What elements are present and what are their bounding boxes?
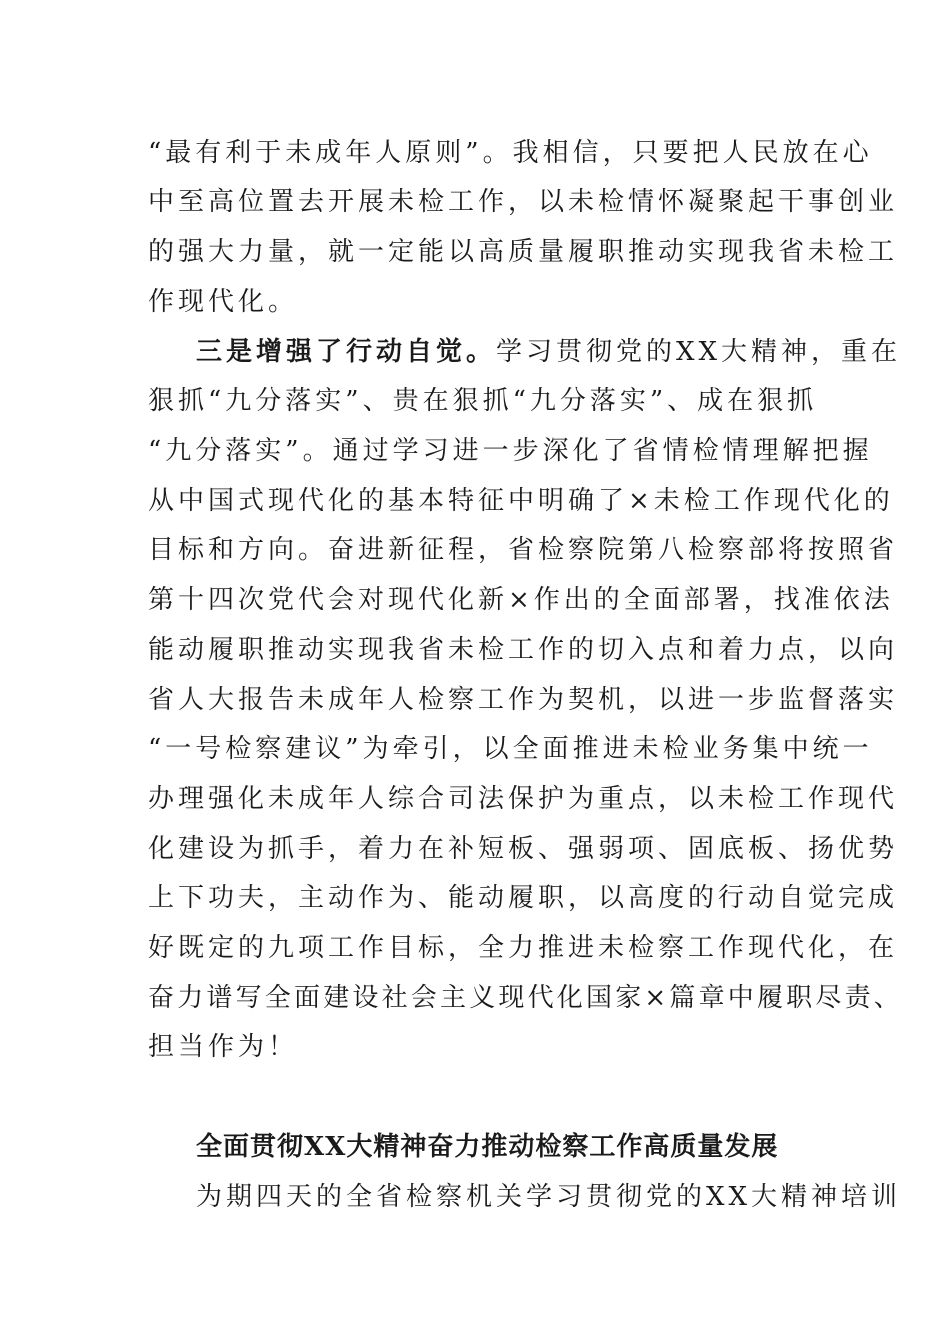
paragraph-line: 化建设为抓手，着力在补短板、强弱项、固底板、扬优势 — [148, 834, 899, 864]
paragraph-line: 中至高位置去开展未检工作，以未检情怀凝聚起干事创业 — [148, 187, 899, 217]
paragraph-line: 狠抓“九分落实”、贵在狠抓“九分落实”、成在狠抓 — [148, 386, 818, 416]
paragraph-line: 办理强化未成年人综合司法保护为重点，以未检工作现代 — [148, 784, 899, 814]
paragraph-line: 上下功夫，主动作为、能动履职，以高度的行动自觉完成 — [148, 883, 899, 913]
paragraph-line: “九分落实”。通过学习进一步深化了省情检情理解把握 — [148, 436, 873, 466]
paragraph-first-line — [196, 335, 901, 369]
paragraph-line: 从中国式现代化的基本特征中明确了×未检工作现代化的 — [148, 486, 894, 516]
paragraph-line: 作现代化。 — [148, 287, 299, 317]
paragraph-line: 目标和方向。奋进新征程，省检察院第八检察部将按照省 — [148, 535, 899, 565]
paragraph-line: 奋力谱写全面建设社会主义现代化国家×篇章中履职尽责、 — [148, 983, 903, 1013]
paragraph-line: 省人大报告未成年人检察工作为契机，以进一步监督落实 — [148, 685, 899, 715]
paragraph-line: “最有利于未成年人原则”。我相信，只要把人民放在心 — [148, 138, 873, 168]
paragraph-line: 第十四次党代会对现代化新×作出的全面部署，找准依法 — [148, 585, 894, 615]
section-title: 全面贯彻XX大精神奋力推动检察工作高质量发展 — [196, 1132, 779, 1162]
paragraph-line: 好既定的九项工作目标，全力推进未检察工作现代化，在 — [148, 933, 899, 963]
paragraph-lead-bold: 三是增强了行动自觉。 — [196, 337, 497, 367]
paragraph-line: 担当作为！ — [148, 1032, 299, 1062]
paragraph-line: 能动履职推动实现我省未检工作的切入点和着力点，以向 — [148, 635, 899, 665]
paragraph-line: “一号检察建议”为牵引，以全面推进未检业务集中统一 — [148, 734, 873, 764]
paragraph-lead-rest: 学习贯彻党的XX大精神，重在 — [496, 337, 902, 367]
paragraph-first-line: 为期四天的全省检察机关学习贯彻党的XX大精神培训 — [196, 1182, 902, 1212]
paragraph-line: 的强大力量，就一定能以高质量履职推动实现我省未检工 — [148, 237, 899, 267]
